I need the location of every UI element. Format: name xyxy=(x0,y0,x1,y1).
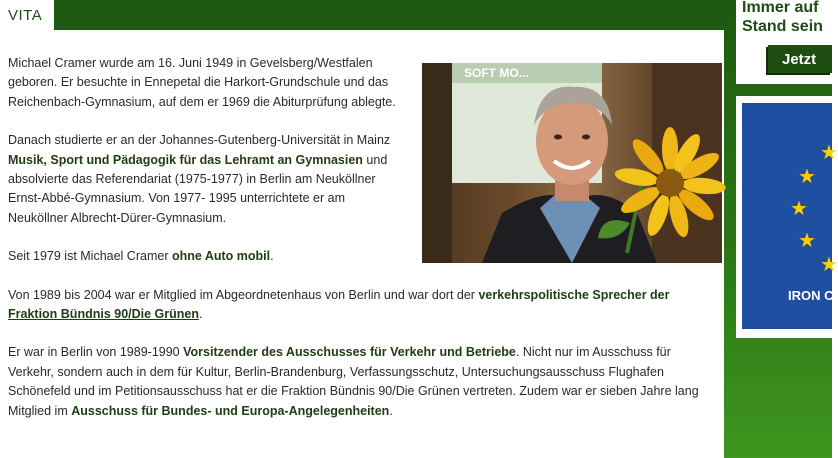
promo-button[interactable]: Jetzt xyxy=(768,45,832,73)
committee-highlight: Ausschuss für Bundes- und Europa-Angelegenheiten xyxy=(71,403,390,418)
section-title-tab xyxy=(0,0,54,30)
promo-line-1: Immer auf xyxy=(742,0,819,16)
bio-paragraph-parliament: Von 1989 bis 2004 war er Mitglied im Abgeordnetenhaus von Berlin und war dort der verkehrspolitische Sprecher der Fraktion Bündnis 90/Die Grünen. xyxy=(8,287,670,322)
promo-widget xyxy=(736,0,832,84)
spokesperson-highlight: verkehrspolitische Sprecher der xyxy=(478,287,670,302)
section-header xyxy=(0,0,724,30)
portrait-photo xyxy=(422,63,722,263)
bio-paragraph-studies: Danach studierte er an der Johannes-Gutenberg-Universität in Mainz Musik, Sport und Pädagogik für das Lehramt an Gymnasien und absolvierte das Referendariat (1975-1977) in Berlin am Neuköllner Ernst-Abbé-Gymnasium. Von 1977- 1995 unterrichtete er am Neuköllner Albrecht-Dürer-Gymnasium. xyxy=(8,133,391,225)
star-icon: ★ xyxy=(798,166,816,188)
star-icon: ★ xyxy=(820,142,838,164)
mobility-highlight: ohne Auto mobil xyxy=(171,249,271,264)
studies-highlight: Musik, Sport und Pädagogik für das Lehramt an Gymnasien xyxy=(8,152,363,167)
banner-label: IRON C xyxy=(788,288,834,303)
bio-paragraph-mobility: Seit 1979 ist Michael Cramer ohne Auto mobil. xyxy=(8,249,274,264)
star-icon: ★ xyxy=(790,198,808,220)
star-icon: ★ xyxy=(798,230,816,252)
committee-chair-highlight: Vorsitzender des Ausschusses für Verkehr und Betriebe xyxy=(183,345,516,360)
star-icon: ★ xyxy=(820,254,838,276)
bio-article xyxy=(8,54,714,440)
faction-link[interactable]: Fraktion Bündnis 90/Die Grünen xyxy=(8,307,199,322)
promo-line-2: Stand sein xyxy=(742,18,823,35)
section-title: VITA xyxy=(8,6,43,24)
eu-flag-image xyxy=(742,103,838,329)
eu-banner[interactable] xyxy=(736,96,838,338)
portrait-illustration xyxy=(422,63,722,263)
poster-text: SOFT MO... xyxy=(464,66,529,80)
promo-text xyxy=(742,0,823,36)
bio-paragraph-committees: Er war in Berlin von 1989-1990 Vorsitzender des Ausschusses für Verkehr und Betriebe. Nicht nur im Ausschuss für Verkehr, sondern auch in dem für Kultur, Berlin-Brandenburg, Verfassungsschutz, Untersuchungsausschuss Flughafen Schönefeld und im Petitionsausschuss hat er die Fraktion Bündnis 90/Die Grünen vertreten. Zudem war er sieben Jahre lang Mitglied im Ausschuss für Bundes- und Europa-Angelegenheiten. xyxy=(8,345,699,418)
bio-paragraph-birth: Michael Cramer wurde am 16. Juni 1949 in Gevelsberg/Westfalen geboren. Er besuchte in Ennepetal die Harkort-Grundschule und das Reichenbach-Gymnasium, auf dem er 1969 die Abiturprüfung ablegte. xyxy=(8,56,396,109)
